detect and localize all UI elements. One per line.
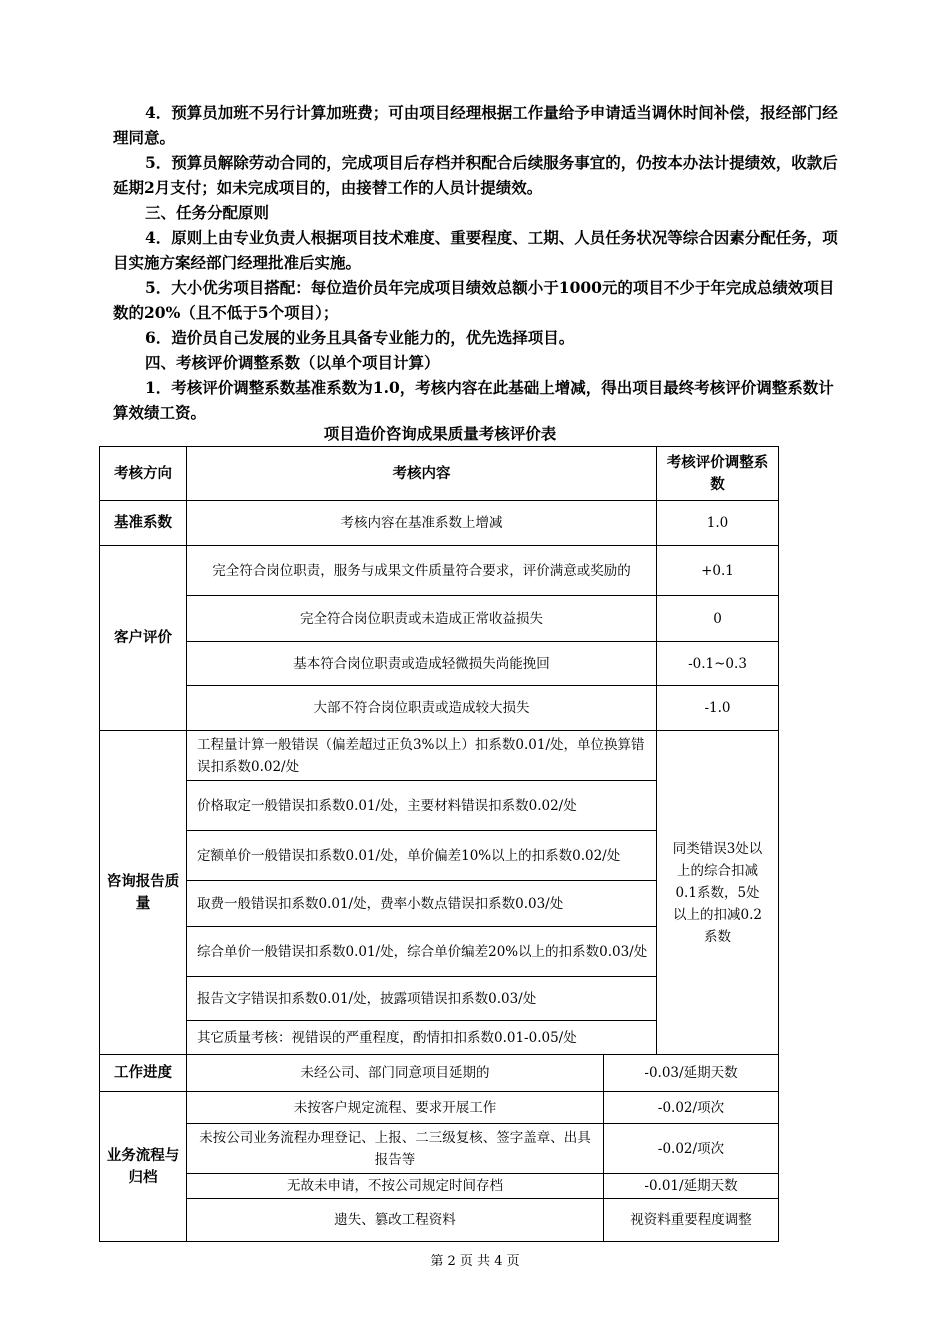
process-content-row: 遗失、篡改工程资料 <box>187 1199 604 1241</box>
direction-baseline: 基准系数 <box>100 501 187 546</box>
report-quality-note: 同类错误3处以上的综合扣减0.1系数，5处以上的扣减0.2系数 <box>657 731 778 1055</box>
process-value-row: -0.01/延期天数 <box>604 1174 778 1199</box>
paragraph-overtime: 4．预算员加班不另行计算加班费；可由项目经理根据工作量给予申请适当调休时间补偿，报经部门经理同意。 <box>113 103 838 147</box>
table-caption: 项目造价咨询成果质量考核评价表 <box>323 424 557 443</box>
customer-value-row: -1.0 <box>657 686 778 731</box>
header-direction: 考核方向 <box>100 447 187 501</box>
direction-progress: 工作进度 <box>100 1055 187 1092</box>
paragraph-task-allocation: 4．原则上由专业负责人根据项目技术难度、重要程度、工期、人员任务状况等综合因素分配任务，项目实施方案经部门经理批准后实施。 <box>113 228 838 272</box>
customer-content-row: 基本符合岗位职责或造成轻微损失尚能挽回 <box>187 642 657 686</box>
report-quality-row: 取费一般错误扣系数0.01/处，费率小数点错误扣系数0.03/处 <box>187 881 657 927</box>
report-quality-row: 定额单价一般错误扣系数0.01/处，单价偏差10%以上的扣系数0.02/处 <box>187 831 657 881</box>
direction-customer: 客户评价 <box>100 546 187 731</box>
customer-value-row: -0.1~0.3 <box>657 642 778 686</box>
paragraph-self-developed: 6．造价员自己发展的业务且具备专业能力的，优先选择项目。 <box>145 328 575 347</box>
direction-report-quality: 咨询报告质量 <box>100 731 187 1055</box>
direction-process: 业务流程与归档 <box>100 1092 187 1241</box>
progress-content: 未经公司、部门同意项目延期的 <box>187 1055 604 1092</box>
report-quality-row: 价格取定一般错误扣系数0.01/处，主要材料错误扣系数0.02/处 <box>187 781 657 831</box>
report-quality-row: 报告文字错误扣系数0.01/处，披露项错误扣系数0.03/处 <box>187 977 657 1021</box>
baseline-value: 1.0 <box>657 501 778 546</box>
evaluation-table <box>99 446 779 1242</box>
report-quality-row: 工程量计算一般错误（偏差超过正负3%以上）扣系数0.01/处，单位换算错误扣系数0.02/处 <box>187 731 657 781</box>
customer-content-row: 大部不符合岗位职责或造成较大损失 <box>187 686 657 731</box>
customer-content-row: 完全符合岗位职责或未造成正常收益损失 <box>187 596 657 642</box>
customer-value-row: +0.1 <box>657 546 778 596</box>
progress-value: -0.03/延期天数 <box>604 1055 778 1092</box>
process-value-row: -0.02/项次 <box>604 1124 778 1174</box>
process-content-row: 未按公司业务流程办理登记、上报、二三级复核、签字盖章、出具报告等 <box>187 1124 604 1174</box>
header-coefficient: 考核评价调整系数 <box>657 447 778 501</box>
customer-content-row: 完全符合岗位职责，服务与成果文件质量符合要求，评价满意或奖励的 <box>187 546 657 596</box>
paragraph-baseline-coefficient: 1．考核评价调整系数基准系数为1.0，考核内容在此基础上增减，得出项目最终考核评价调整系数计算效绩工资。 <box>113 378 834 422</box>
page-footer: 第 2 页 共 4 页 <box>430 1254 520 1269</box>
section-heading-coefficient: 四、考核评价调整系数（以单个项目计算） <box>145 353 440 372</box>
process-value-row: 视资料重要程度调整 <box>630 1212 752 1228</box>
section-heading-task-allocation: 三、任务分配原则 <box>145 203 270 222</box>
report-quality-row: 综合单价一般错误扣系数0.01/处，综合单价编差20%以上的扣系数0.03/处 <box>187 927 657 977</box>
paragraph-contract-termination: 5．预算员解除劳动合同的，完成项目后存档并积配合后续服务事宜的，仍按本办法计提绩效，收款后延期2月支付；如未完成项目的，由接替工作的人员计提绩效。 <box>113 153 838 197</box>
customer-value-row: 0 <box>657 596 778 642</box>
baseline-content: 考核内容在基准系数上增减 <box>187 501 657 546</box>
process-value-row: -0.02/项次 <box>604 1092 778 1124</box>
process-content-row: 无故未申请，不按公司规定时间存档 <box>187 1174 604 1199</box>
report-quality-row: 其它质量考核：视错误的严重程度，酌情扣扣系数0.01-0.05/处 <box>187 1021 657 1055</box>
header-content: 考核内容 <box>187 447 657 501</box>
paragraph-project-mix: 5．大小优劣项目搭配：每位造价员年完成项目绩效总额小于1000元的项目不少于年完成总绩效项目数的20%（且不低于5个项目）； <box>113 278 835 322</box>
process-content-row: 未按客户规定流程、要求开展工作 <box>187 1092 604 1124</box>
